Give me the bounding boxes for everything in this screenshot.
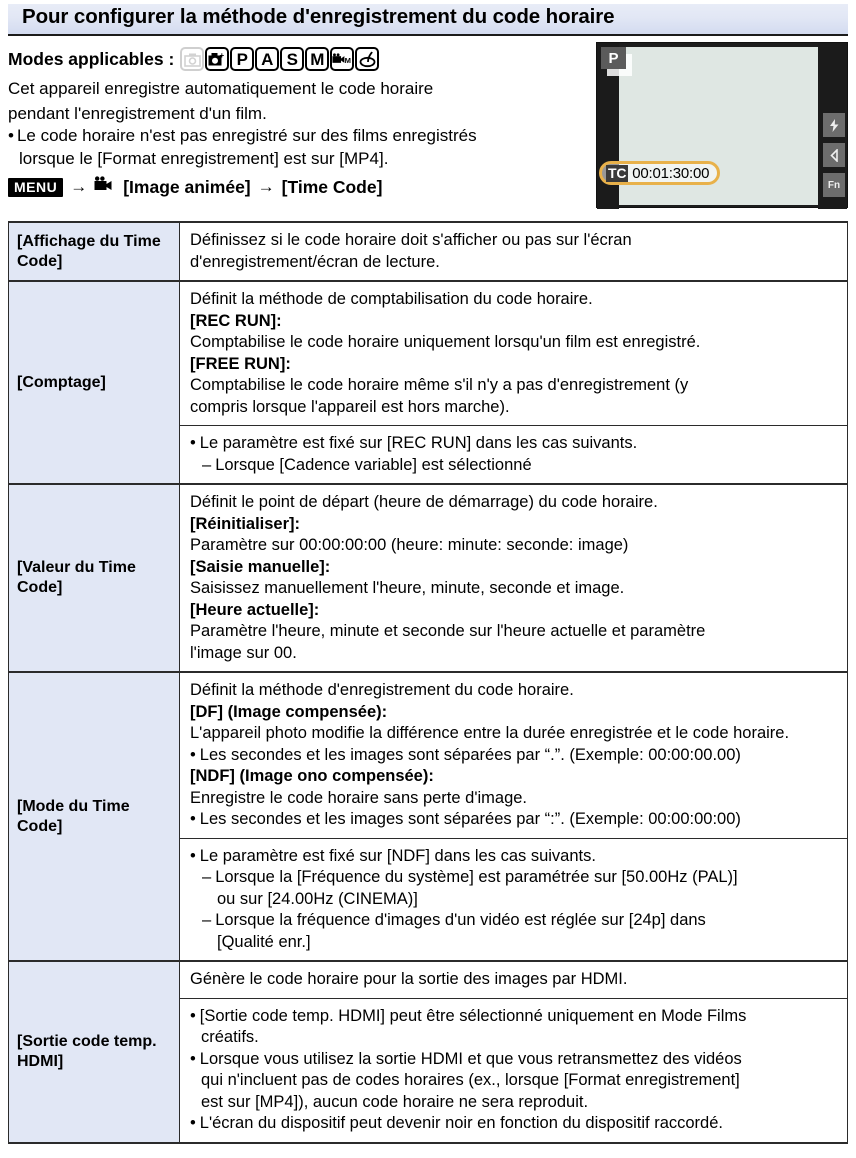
table-row	[9, 962, 847, 1142]
setting-name-valeur-du-time-code: [Valeur du Time Code]	[9, 485, 180, 671]
setting-name-sortie-code-temp-hdmi: [Sortie code temp. HDMI]	[9, 962, 180, 1142]
table-row	[9, 485, 847, 673]
bullet-marker: •	[190, 810, 196, 828]
note-bullet	[190, 745, 839, 767]
desc-line: Comptabilise le code horaire uniquement lorsqu'un film est enregistré.	[190, 333, 701, 351]
page-title: Pour configurer la méthode d'enregistrement du code horaire	[22, 5, 615, 28]
option-label-df: [DF] (Image compensée):	[190, 702, 388, 721]
table-row	[9, 282, 847, 485]
intro-bullet-text-1: Le code horaire n'est pas enregistré sur des films enregistrés	[16, 126, 477, 145]
menu-button-chip[interactable]: MENU	[8, 178, 63, 197]
note-continuation: est sur [MP4]), aucun code horaire ne sera reproduit.	[201, 1092, 589, 1111]
desc-line: Paramètre l'heure, minute et seconde sur l'heure actuelle et paramètre	[190, 622, 706, 640]
desc-line: Saisissez manuellement l'heure, minute, seconde et image.	[190, 579, 625, 597]
menu-path-arrow-1: →	[70, 177, 88, 196]
timecode-display-badge	[599, 161, 720, 185]
note-bullet	[190, 1049, 839, 1071]
intro-bullet-text-2: lorsque le [Format enregistrement] est sur [MP4].	[19, 148, 389, 168]
creative-video-icon	[330, 47, 354, 71]
description-segment	[180, 673, 847, 838]
note-continuation: ou sur [24.00Hz (CINEMA)]	[217, 889, 418, 908]
desc-line: L'appareil photo modifie la différence entre la durée enregistrée et le code horaire.	[190, 724, 790, 742]
fn-button[interactable]: Fn	[823, 173, 845, 197]
manual-exposure-icon: M	[305, 47, 329, 71]
option-label-heure-actuelle: [Heure actuelle]:	[190, 600, 320, 619]
note-segment	[180, 838, 847, 961]
note-text: Le paramètre est fixé sur [REC RUN] dans les cas suivants.	[199, 434, 638, 452]
aperture-priority-icon: A	[255, 47, 279, 71]
dash-marker: –	[202, 868, 212, 886]
table-row	[9, 673, 847, 962]
applicable-modes-label: Modes applicables :	[8, 48, 175, 69]
bullet-marker: •	[190, 1006, 196, 1025]
bullet-marker: •	[190, 1114, 196, 1132]
menu-path-row	[8, 176, 592, 198]
desc-line: compris lorsque l'appareil est hors marche).	[190, 397, 510, 416]
timecode-label: TC	[608, 164, 627, 181]
intro-bullet-1	[8, 125, 592, 148]
note-continuation: [Qualité enr.]	[217, 932, 311, 951]
note-text: Lorsque la [Fréquence du système] est paramétrée sur [50.00Hz (PAL)]	[215, 868, 738, 886]
description-segment	[180, 485, 847, 671]
svg-text:M: M	[344, 55, 352, 65]
setting-name-comptage: [Comptage]	[9, 282, 180, 483]
bullet-marker: •	[190, 434, 196, 452]
option-label-free-run: [FREE RUN]:	[190, 354, 291, 373]
note-bullet	[190, 433, 839, 455]
setting-name-affichage-du-time-code: [Affichage du Time Code]	[9, 223, 180, 280]
note-dash-item	[190, 867, 839, 889]
note-text: Lorsque la fréquence d'images d'un vidéo est réglée sur [24p] dans	[215, 911, 706, 929]
movie-camera-icon	[94, 176, 116, 198]
note-dash-item	[190, 910, 839, 932]
description-segment	[180, 282, 847, 425]
desc-line: Définit la méthode d'enregistrement du code horaire.	[190, 681, 574, 699]
camera-screen-illustration	[596, 42, 848, 208]
intro-bullet-2	[8, 148, 592, 171]
setting-description	[180, 282, 847, 483]
bullet-marker: •	[190, 846, 196, 865]
note-bullet	[190, 809, 839, 831]
setting-description	[180, 223, 847, 280]
intro-line-2: pendant l'enregistrement d'un film.	[8, 103, 267, 123]
note-continuation: créatifs.	[201, 1028, 259, 1046]
desc-line: Paramètre sur 00:00:00:00 (heure: minute: seconde: image)	[190, 536, 629, 554]
dash-marker: –	[202, 911, 212, 929]
note-bullet	[190, 1006, 839, 1028]
desc-line: Définissez si le code horaire doit s'afficher ou pas sur l'écran	[190, 231, 632, 249]
dash-marker: –	[202, 455, 212, 474]
desc-line: d'enregistrement/écran de lecture.	[190, 252, 440, 271]
applicable-modes-row	[8, 44, 592, 74]
note-text: L'écran du dispositif peut devenir noir en fonction du dispositif raccordé.	[199, 1114, 723, 1132]
description-segment	[180, 962, 847, 998]
desc-line: Génère le code horaire pour la sortie des images par HDMI.	[190, 970, 628, 988]
setting-name-mode-du-time-code: [Mode du Time Code]	[9, 673, 180, 960]
timecode-value: 00:01:30:00	[632, 164, 710, 182]
intelligent-auto-plus-icon	[205, 47, 229, 71]
setting-description	[180, 673, 847, 960]
note-bullet	[190, 1113, 839, 1135]
option-label-saisie-manuelle: [Saisie manuelle]:	[190, 557, 331, 576]
option-label-ndf: [NDF] (Image ono compensée):	[190, 767, 434, 785]
bullet-marker: •	[8, 126, 14, 145]
custom-mode-icon	[355, 47, 379, 71]
intro-line-1: Cet appareil enregistre automatiquement le code horaire	[8, 79, 434, 98]
table-row	[9, 223, 847, 282]
setting-description	[180, 485, 847, 671]
desc-line: l'image sur 00.	[190, 643, 297, 662]
menu-section-label[interactable]: [Image animée]	[123, 176, 251, 197]
settings-table	[8, 221, 848, 1144]
program-ae-icon: P	[230, 47, 254, 71]
note-text: [Sortie code temp. HDMI] peut être sélectionné uniquement en Mode Films	[199, 1006, 747, 1025]
desc-line: Définit la méthode de comptabilisation du code horaire.	[190, 290, 593, 308]
desc-line: Définit le point de départ (heure de démarrage) du code horaire.	[190, 493, 658, 511]
flash-icon[interactable]	[823, 113, 845, 137]
intro-section	[8, 44, 592, 198]
note-text: Lorsque [Cadence variable] est sélectionné	[215, 455, 532, 474]
setting-description	[180, 962, 847, 1142]
bullet-marker: •	[190, 1049, 196, 1068]
note-dash-item	[190, 455, 839, 477]
description-segment	[180, 223, 847, 280]
shutter-priority-icon: S	[280, 47, 304, 71]
bullet-marker: •	[190, 745, 196, 764]
mode-icon-list	[180, 47, 379, 71]
option-label-rec-run: [REC RUN]:	[190, 311, 282, 330]
note-continuation: qui n'incluent pas de codes horaires (ex., lorsque [Format enregistrement]	[201, 1071, 740, 1089]
note-segment	[180, 425, 847, 483]
note-text: Les secondes et les images sont séparées par “:”. (Exemple: 00:00:00:00)	[199, 810, 741, 828]
intelligent-auto-ghost-icon	[180, 47, 204, 71]
note-segment	[180, 998, 847, 1142]
back-icon[interactable]	[823, 143, 845, 167]
note-text: Le paramètre est fixé sur [NDF] dans les cas suivants.	[199, 846, 596, 865]
option-label-reinitialiser: [Réinitialiser]:	[190, 514, 301, 533]
note-text: Les secondes et les images sont séparées par “.”. (Exemple: 00:00:00.00)	[199, 745, 741, 764]
note-text: Lorsque vous utilisez la sortie HDMI et que vous retransmettez des vidéos	[199, 1049, 742, 1068]
svg-text:+: +	[219, 51, 225, 60]
menu-item-label[interactable]: [Time Code]	[281, 176, 383, 197]
desc-line: Enregistre le code horaire sans perte d'image.	[190, 788, 528, 807]
menu-path-arrow-2: →	[257, 177, 275, 196]
camera-mode-badge: P	[601, 47, 626, 69]
desc-line: Comptabilise le code horaire même s'il n'y a pas d'enregistrement (y	[190, 376, 689, 394]
note-bullet	[190, 846, 839, 868]
